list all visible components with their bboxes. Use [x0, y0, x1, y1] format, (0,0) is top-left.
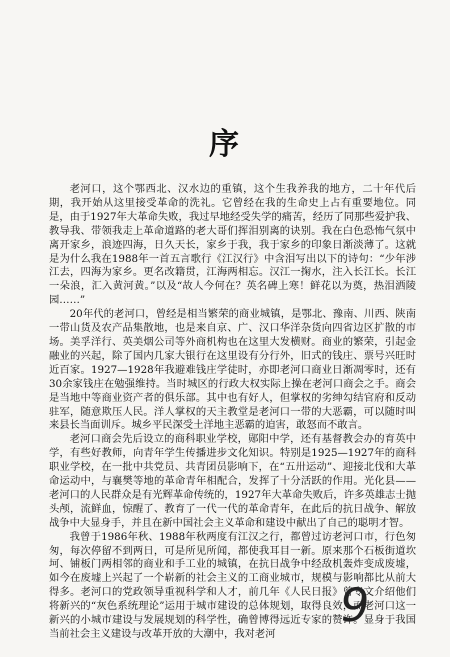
page-title: 序 [209, 127, 241, 162]
paragraph: 老河口商会先后设立的商科职业学校，郧阳中学，还有基督教会办的育英中学，有些好教师，向青年学生传播进步文化知识。特别是1925—1927年的商科职业学校，在一批中共党员、共青团员影响下，在“五卅运动”、迎接北伐和大革命运动中，与襄樊等地的革命青年相配合，发挥了十分活跃的作用。光化县——老河口的人民群众是有光辉革命传统的，1927年大革命失败后，许多英雄志士抛头颅，流鲜血，惊醒了、教育了一代一代的革命青年，在此后的抗日战争、解放战争中大显身手，并且在新中国社会主义革命和建设中献出了自己的聪明才智。 [49, 433, 416, 529]
paragraph: 我曾于1986年秋、1988年秋两度有江汉之行，都曾过访老河口市，行色匆匆，每次停留不到两日，可是所见所闻，都使我耳目一新。原来那个石板街道坎坷、铺板门两相邻的商业和手工业的城镇，在抗日战争中经敌机轰炸变成废墟，如今在废墟上兴起了一个崭新的社会主义的工商业城市，规模与影响都比从前大得多。老河口的党政领导重视科学和人才，前几年《人民日报》曾专文介绍他们将新兴的“灰色系统理论”运用于城市建设的总体规划，取得良效，而老河口这一新兴的小城市建设与发展规划的科学性，确曾博得远近专家的赞许。显身于我国当前社会主义建设与改革开放的大潮中，我对老河 [49, 530, 416, 640]
preface-body [49, 183, 416, 642]
paragraph: 20年代的老河口，曾经是相当繁荣的商业城镇，是鄂北、豫南、川西、陕南一带山货及农产品集散地，也是来自京、广、汉口华洋杂货向四省边区扩散的市场。美孚洋行、英美烟公司等外商机构也在这里大发横财。商业的繁荣，引起金融业的兴起，除了国内几家大银行在这里设有分行外，旧式的钱庄、票号兴旺时近百家。1927—1928年我避难钱庄学徒时，亦即老河口商业日渐凋零时，还有30余家钱庄在勉强维持。当时城区的行政大权实际上操在老河口商会之手。商会是当地中等商业资产者的俱乐部。其中也有好人，但掌权的劣绅勾结官府和反动驻军，随意欺压人民。洋人掌权的天主教堂是老河口一带的大恶霸，可以随时叫来县长当面训斥。城乡平民深受土洋地主恶霸的迫害，敢怒而不敢言。 [49, 308, 416, 432]
page-number: 9 [336, 578, 374, 632]
paragraph: 老河口，这个鄂西北、汉水边的重镇，这个生我养我的地方，二十年代后期，我开始从这里接受革命的洗礼。它曾经在我的生命史上占有重要地位。同是，由于1927年大革命失败，我过早地经受失学的痛苦，经历了同那些爱护我、教导我、带领我走上革命道路的老大哥们挥泪别离的诀别。我在白色恐怖气氛中离开家乡，浪迹四海，日久天长，家乡于我，我于家乡的印象日渐淡薄了。这就是为什么我在1988年一首五言歌行《江汉行》中含泪写出以下的诗句：“少年涉江去，四海为家乡。更名改籍贯，江海两相忘。汉江一掬水，注入长江长。长江一朵浪，汇入黄河黄。”以及“故人今何在？英名碑上寒！鲜花以为奠，热泪洒陵园……” [49, 183, 416, 307]
